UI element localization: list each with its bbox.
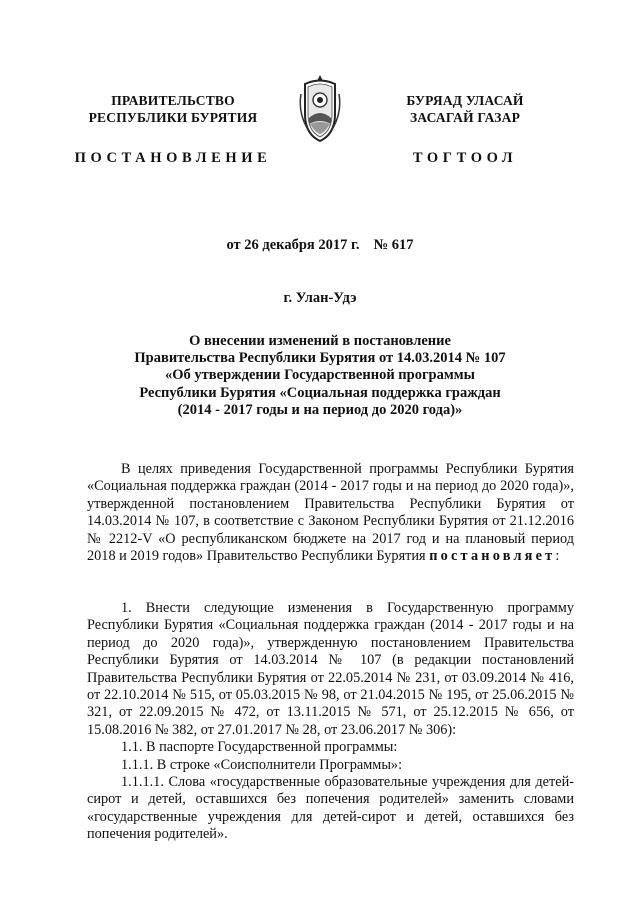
document-number: № 617	[373, 237, 414, 253]
item-1-1-1-1: 1.1.1.1. Слова «государственные образовательные учреждения для детей-сирот и детей, оставшихся без попечения родителей» заменить словами «государственные учреждения для детей-сирот и детей, оставшихся без попечения родителей».	[87, 774, 574, 843]
item-1: 1. Внести следующие изменения в Государственную программу Республики Бурятия «Социальная поддержка граждан (2014 - 2017 годы и на период до 2020 года)», утвержденную постановлением Правительства Республики Бурятия от 14.03.2014 № 107 (в редакции постановлений Правительства Республики Бурятия от 22.05.2014 № 231, от 03.09.2014 № 416, от 22.10.2014 № 515, от 05.03.2015 № 98, от 21.04.2015 № 195, от 25.06.2015 № 321, от 22.09.2015 № 472, от 13.11.2015 № 571, от 25.12.2015 № 656, от 15.08.2016 № 382, от 27.01.2017 № 28, от 23.06.2017 № 306):	[87, 600, 574, 738]
title-line: О внесении изменений в постановление	[189, 333, 451, 349]
preamble-text: В целях приведения Государственной программы Республики Бурятия «Социальная поддержка граждан (2014 - 2017 годы и на период до 2020 года)», утвержденной постановлением Правительства Республики Бурятия от 14.03.2014 № 107, в соответствие с Законом Республики Бурятия от 21.12.2016 № 2212-V «О республиканском бюджете на 2017 год и на плановый период 2018 и 2019 годов» Правительство Республики Бурятия	[87, 461, 574, 565]
document-title	[60, 333, 580, 419]
decree-colon: :	[555, 548, 560, 565]
header-right	[345, 92, 585, 167]
header-right-line2: ЗАСАГАЙ ГАЗАР	[409, 110, 521, 125]
city: г. Улан-Удэ	[283, 290, 357, 306]
title-line: «Об утверждении Государственной программы	[165, 367, 475, 384]
header-right-line1: БУРЯАД УЛАСАЙ	[406, 93, 524, 108]
items-section	[87, 600, 574, 844]
title-line: Правительства Республики Бурятия от 14.03.2014 № 107	[134, 350, 506, 367]
header-right-doc-type: ТОГТООЛ	[412, 150, 518, 166]
emblem-icon	[295, 72, 345, 144]
date-line	[0, 237, 640, 254]
header-left-doc-type: ПОСТАНОВЛЕНИЕ	[74, 150, 272, 166]
title-line: Республики Бурятия «Социальная поддержка граждан	[139, 384, 501, 401]
header-left	[58, 92, 288, 167]
preamble-paragraph	[87, 461, 574, 565]
item-1-1-1: 1.1.1. В строке «Соисполнители Программы»:	[121, 756, 403, 773]
header-left-line1: ПРАВИТЕЛЬСТВО	[111, 93, 235, 108]
decree-word: постановляет	[429, 548, 556, 565]
document-date: от 26 декабря 2017 г.	[226, 237, 360, 253]
header-left-line2: РЕСПУБЛИКИ БУРЯТИЯ	[88, 110, 258, 125]
title-line: (2014 - 2017 годы и на период до 2020 года)»	[177, 401, 463, 418]
item-1-1: 1.1. В паспорте Государственной программы:	[121, 739, 398, 756]
